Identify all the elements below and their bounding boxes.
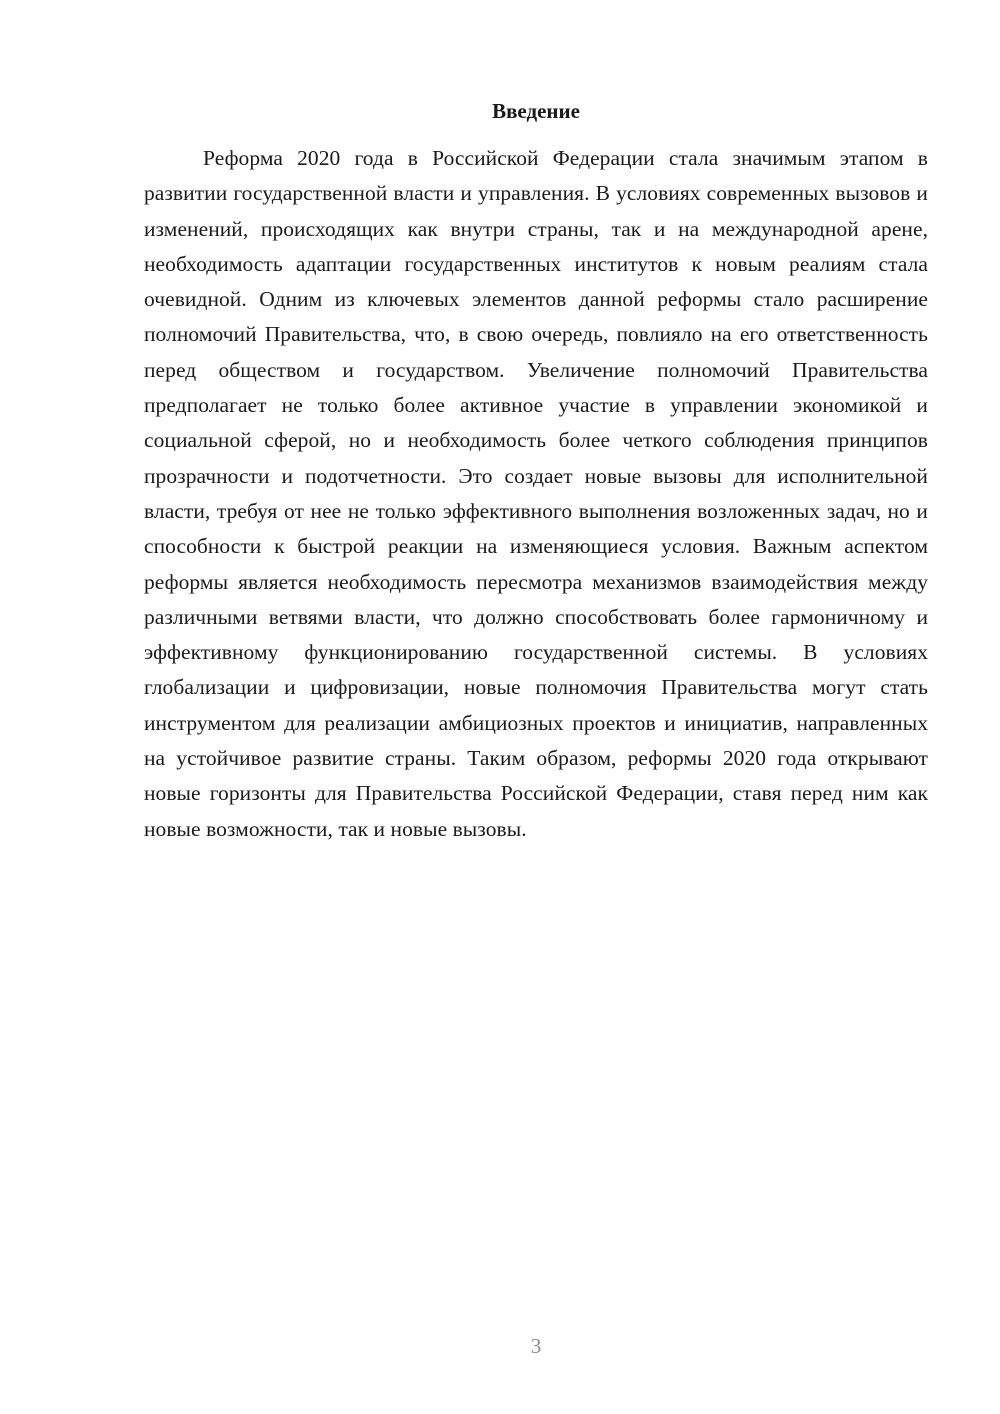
body-paragraph: Реформа 2020 года в Российской Федерации стала значимым этапом в развитии государственной власти и управления. В условиях современных вызовов и изменений, происходящих как внутри страны, так и на международной арене, необходимость адаптации государственных институтов к новым реалиям стала очевидной. Одним из ключевых элементов данной реформы стало расширение полномочий Правительства, что, в свою очередь, повлияло на его ответственность перед обществом и государством. Увеличение полномочий Правительства предполагает не только более активное участие в управлении экономикой и социальной сферой, но и необходимость более четкого соблюдения принципов прозрачности и подотчетности. Это создает новые вызовы для исполнительной власти, требуя от нее не только эффективного выполнения возложенных задач, но и способности к быстрой реакции на изменяющиеся условия. Важным аспектом реформы является необходимость пересмотра механизмов взаимодействия между различными ветвями власти, что должно способствовать более гармоничному и эффективному функционированию государственной системы. В условиях глобализации и цифровизации, новые полномочия Правительства могут стать инструментом для реализации амбициозных проектов и инициатив, направленных на устойчивое развитие страны. Таким образом, реформы 2020 года открывают новые горизонты для Правительства Российской Федерации, ставя перед ним как новые возможности, так и новые вызовы. bbox=[144, 146, 928, 841]
section-heading: Введение bbox=[492, 99, 580, 123]
page-number: 3 bbox=[530, 1334, 542, 1358]
